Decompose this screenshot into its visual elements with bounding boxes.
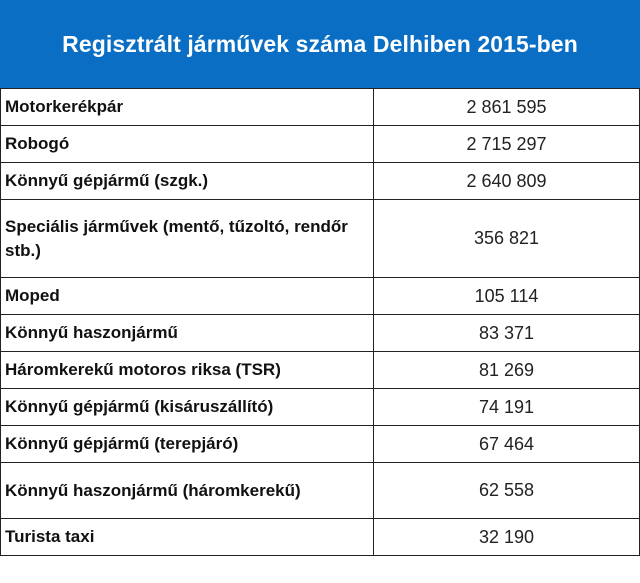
row-label: Könnyű gépjármű (terepjáró) [1, 426, 374, 463]
table-row [1, 389, 640, 426]
table-row [1, 519, 640, 556]
row-value: 81 269 [374, 352, 640, 389]
row-label: Moped [1, 278, 374, 315]
row-label: Könnyű gépjármű (szgk.) [1, 163, 374, 200]
vehicle-table [0, 88, 640, 556]
table-row [1, 126, 640, 163]
row-value: 356 821 [374, 200, 640, 278]
row-label: Motorkerékpár [1, 89, 374, 126]
row-value: 2 861 595 [374, 89, 640, 126]
table-row [1, 200, 640, 278]
table-title: Regisztrált járművek száma Delhiben 2015-ben [0, 0, 640, 88]
row-label: Turista taxi [1, 519, 374, 556]
table-row [1, 163, 640, 200]
table-row [1, 315, 640, 352]
row-label: Könnyű haszonjármű [1, 315, 374, 352]
row-value: 67 464 [374, 426, 640, 463]
row-value: 105 114 [374, 278, 640, 315]
table-row [1, 278, 640, 315]
row-value: 2 640 809 [374, 163, 640, 200]
table-row [1, 426, 640, 463]
row-label: Háromkerekű motoros riksa (TSR) [1, 352, 374, 389]
table-row [1, 463, 640, 519]
row-value: 83 371 [374, 315, 640, 352]
table-row [1, 352, 640, 389]
row-value: 74 191 [374, 389, 640, 426]
row-label: Könnyű haszonjármű (háromkerekű) [1, 463, 374, 519]
row-label: Speciális járművek (mentő, tűzoltó, rendőr stb.) [1, 200, 374, 278]
row-value: 32 190 [374, 519, 640, 556]
row-value: 2 715 297 [374, 126, 640, 163]
row-value: 62 558 [374, 463, 640, 519]
row-label: Könnyű gépjármű (kisáruszállító) [1, 389, 374, 426]
row-label: Robogó [1, 126, 374, 163]
table-row [1, 89, 640, 126]
